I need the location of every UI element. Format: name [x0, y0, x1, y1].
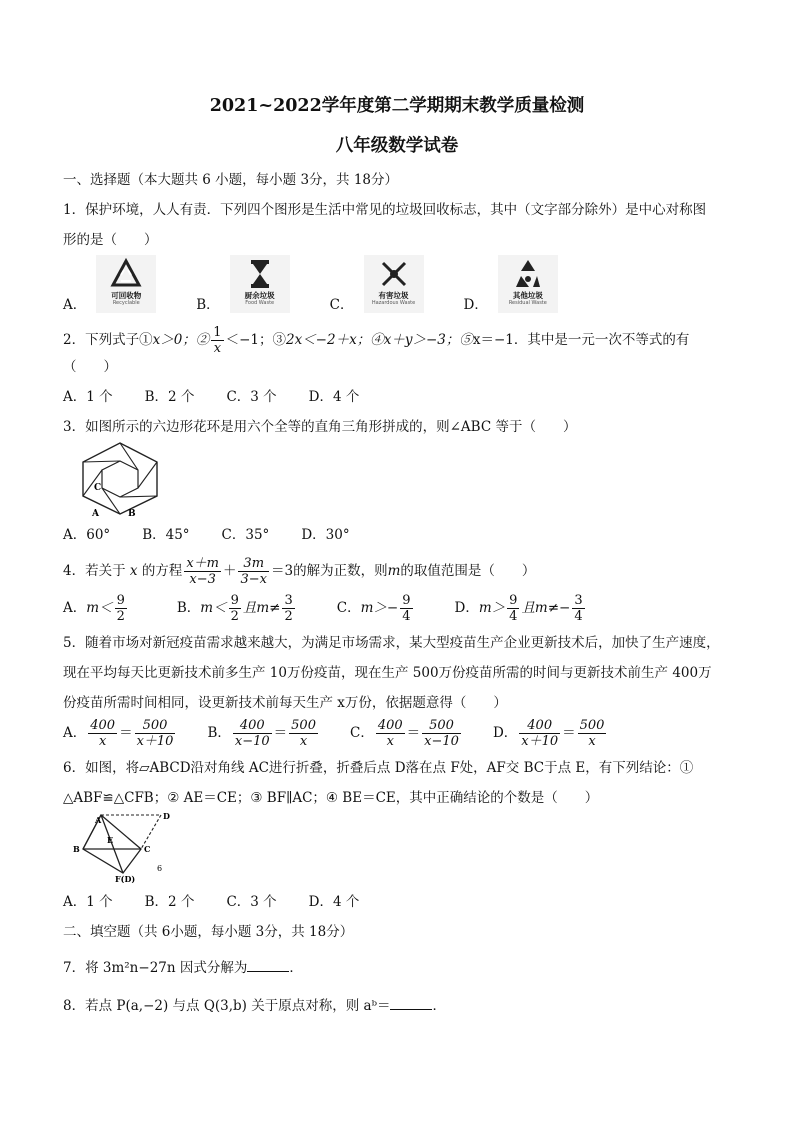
q3-option-d[interactable]: D．30°: [301, 527, 350, 543]
q1-text-line2: 形的是（ ）: [63, 232, 158, 248]
q3-text: 3．如图所示的六边形花环是用六个全等的直角三角形拼成的，则∠ABC 等于（ ）: [63, 419, 577, 435]
q7-text: 7．将 3m²n−27n 因式分解为 ．: [63, 957, 731, 979]
q3-options: [63, 524, 731, 546]
q4-option-d[interactable]: D．m＞ $\frac{9}{4}$ 且m≠− $\frac{3}{4}$: [454, 593, 583, 624]
q6-label-b: B: [73, 844, 80, 854]
q2-option-a[interactable]: A．1 个: [63, 389, 113, 405]
q2-text-line2: （ ）: [63, 359, 117, 375]
q2-text-line1: 2．下列式子①x＞0；② $\frac{1}{x}$ ＜−1；③2x＜−2＋x；④x＋y＞−3；⑤x＝−1．其中是一元一次不等式的有: [63, 325, 690, 356]
q5-text-line3: 份疫苗所需时间相同，设更新技术前每天生产 x万份，依据题意得（ ）: [63, 695, 507, 711]
q6-option-a[interactable]: A．1 个: [63, 894, 113, 910]
q3-option-b[interactable]: B．45°: [142, 527, 190, 543]
q5-option-c[interactable]: C． $\frac{400}{x}$ ＝ $\frac{500}{x-10}$: [349, 718, 459, 749]
exam-title: 2021~2022学年度第二学期期末教学质量检测: [209, 96, 585, 116]
hourglass-icon: 厨余垃圾 Food Waste: [230, 255, 290, 313]
q6-text-line2: △ABF≌△CFB；② AE＝CE；③ BF∥AC；④ BE＝CE，其中正确结论的个数是（ ）: [63, 790, 599, 806]
q8-text: 8．若点 P(a,−2) 与点 Q(3,b) 关于原点对称，则 aᵇ＝ ．: [63, 995, 731, 1017]
recycle-arrows-icon: 其他垃圾 Residual Waste: [498, 255, 558, 313]
q1-options: [63, 251, 731, 313]
q3-option-a[interactable]: A．60°: [63, 527, 111, 543]
q6-label-d: D: [163, 811, 170, 821]
exam-subtitle: 八年级数学试卷: [335, 136, 459, 156]
q6-label-e: E: [107, 835, 114, 845]
q4-option-b[interactable]: B．m＜ $\frac{9}{2}$ 且m≠ $\frac{3}{2}$: [176, 593, 293, 624]
q5-options: [63, 718, 731, 749]
q2-fraction: $\frac{1}{x}$: [213, 325, 222, 356]
q2-options: [63, 386, 731, 408]
q4-option-a[interactable]: A．m＜ $\frac{9}{2}$: [63, 593, 125, 624]
q5-text-line2: 现在平均每天比更新技术前多生产 10万份疫苗，现在生产 500万份疫苗所需的时间与更新技术前生产 400万: [63, 665, 712, 681]
q8-answer-blank[interactable]: [390, 995, 432, 1010]
q3-label-b: B: [128, 509, 136, 516]
q1-option-a[interactable]: [63, 255, 156, 313]
q1-option-b[interactable]: [196, 255, 289, 313]
q7-answer-blank[interactable]: [247, 957, 289, 972]
q4-options: [63, 593, 731, 624]
section1-heading: 一、选择题（本大题共 6 小题，每小题 3分，共 18分）: [63, 172, 399, 188]
q1-option-d-label: D．: [463, 297, 488, 313]
q1-option-b-label: B．: [196, 297, 220, 313]
q5-text-line1: 5．随着市场对新冠疫苗需求越来越大，为满足市场需求，某大型疫苗生产企业更新技术后，加快了生产速度，: [63, 635, 720, 651]
q5-option-a[interactable]: A． $\frac{400}{x}$ ＝ $\frac{500}{x+10}$: [63, 718, 174, 749]
q5-option-d[interactable]: D． $\frac{400}{x+10}$ ＝ $\frac{500}{x}$: [492, 718, 605, 749]
q1-option-d[interactable]: [464, 255, 558, 313]
exam-page: [63, 95, 731, 1017]
q2-option-d[interactable]: D．4 个: [308, 389, 360, 405]
q1-option-c[interactable]: [330, 255, 424, 313]
recycle-icon: 可回收物 Recyclable: [96, 255, 156, 313]
q6-parallelogram-figure: [71, 811, 175, 883]
q6-option-b[interactable]: B．2 个: [144, 894, 195, 910]
q1-text-line1: 1．保护环境，人人有责．下列四个图形是生活中常见的垃圾回收标志，其中（文字部分除外）是中心对称图: [63, 202, 707, 218]
q4-option-c[interactable]: C．m＞− $\frac{9}{4}$: [336, 593, 411, 624]
q6-option-c[interactable]: C．3 个: [226, 894, 277, 910]
q1-option-c-label: C．: [329, 297, 354, 313]
q3-label-c: C: [94, 483, 102, 493]
q3-label-a: A: [92, 509, 99, 516]
q6-label-a: A: [95, 815, 102, 825]
q2-option-c[interactable]: C．3 个: [226, 389, 277, 405]
q6-label-c: C: [144, 844, 151, 854]
q6-text-line1: 6．如图，将▱ABCD沿对角线 AC进行折叠，折叠后点 D落在点 F处，AF交 BC于点 E，有下列结论：①: [63, 760, 694, 776]
q6-label-f: F(D): [115, 874, 136, 883]
section2-heading: 二、填空题（共 6小题，每小题 3分，共 18分）: [63, 924, 354, 940]
q3-hexagon-figure: [78, 440, 162, 516]
q3-option-c[interactable]: C．35°: [221, 527, 270, 543]
q4-text: 4．若关于 x 的方程 $\frac{x+m}{x-3}$ ＋ $\frac{3m}{3-x}$ ＝3的解为正数，则m的取值范围是（ ）: [63, 556, 536, 587]
q6-options: [63, 891, 731, 913]
q1-option-a-label: A．: [63, 297, 87, 313]
hazard-cross-icon: 有害垃圾 Hazardous Waste: [364, 255, 424, 313]
q2-option-b[interactable]: B．2 个: [144, 389, 195, 405]
q6-figure-number: 6: [157, 864, 163, 873]
q5-option-b[interactable]: B． $\frac{400}{x-10}$ ＝ $\frac{500}{x}$: [207, 718, 316, 749]
q6-option-d[interactable]: D．4 个: [308, 894, 360, 910]
